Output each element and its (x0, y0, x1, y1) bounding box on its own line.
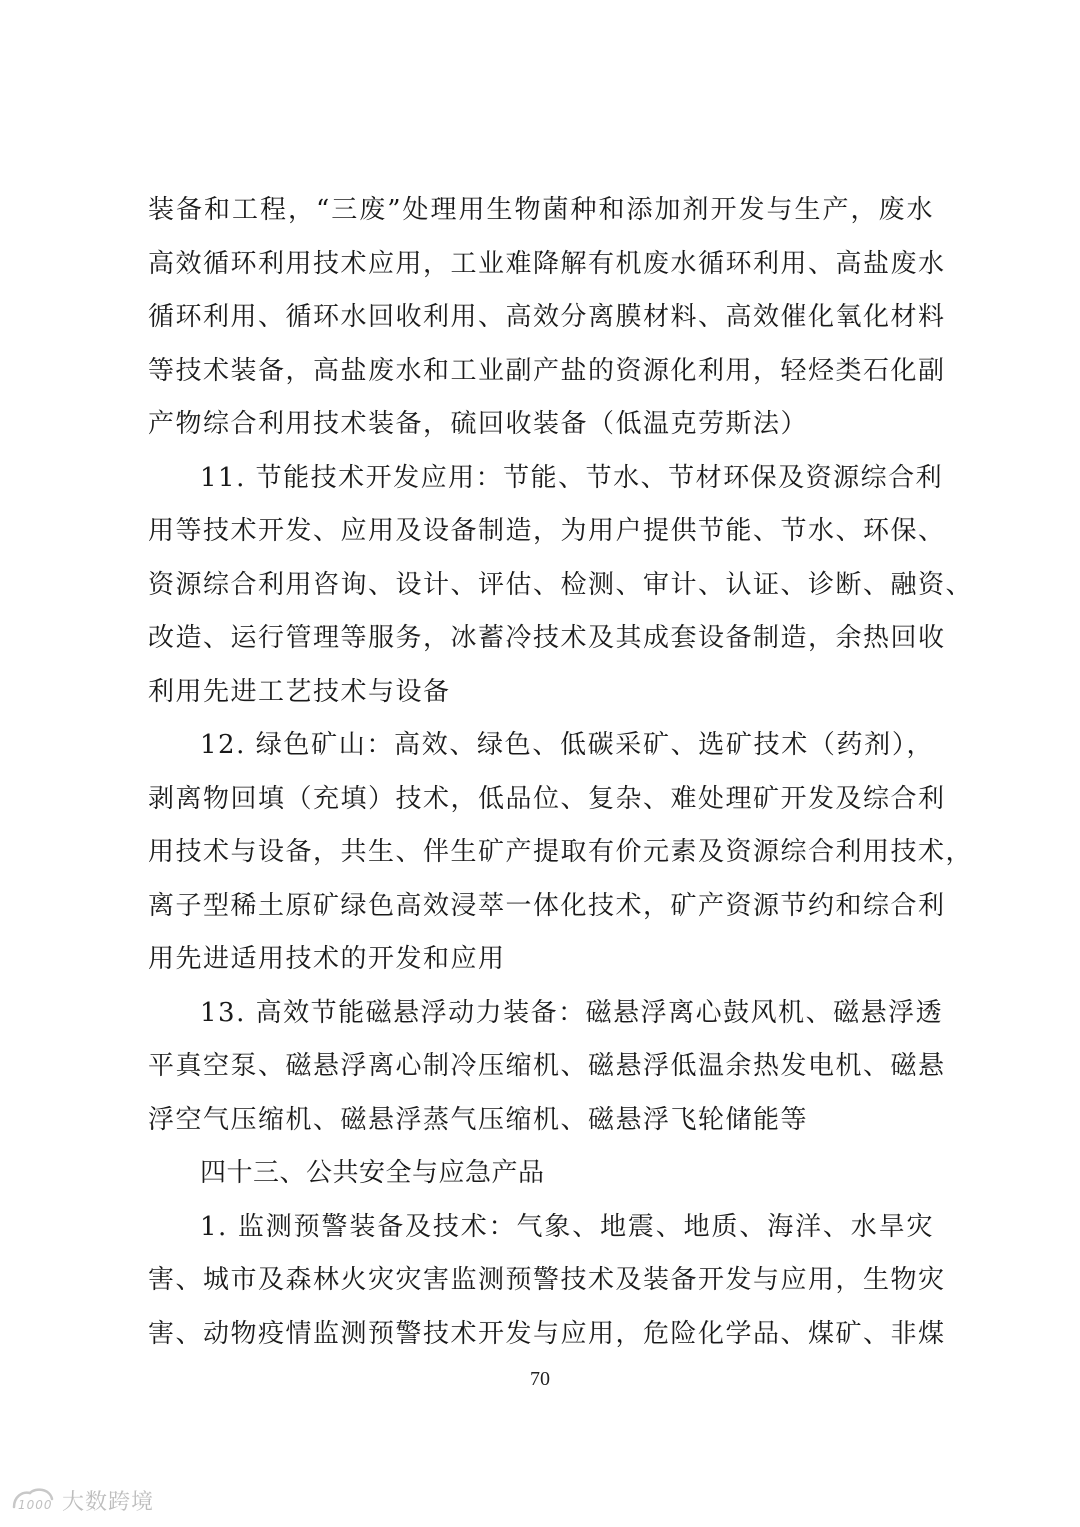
text-line: 装备和工程，“三废”处理用生物菌种和添加剂开发与生产，废水 (148, 195, 934, 225)
text-line: 利用先进工艺技术与设备 (148, 676, 451, 707)
text-line: 用先进适用技术的开发和应用 (148, 944, 506, 974)
watermark-logo-text: 1000 (18, 1498, 53, 1512)
text-line: 产物综合利用技术装备，硫回收装备（低温克劳斯法） (148, 409, 809, 439)
document-body (148, 184, 974, 1361)
text-line: 循环利用、循环水回收利用、高效分离膜材料、高效催化氧化材料 (148, 302, 946, 332)
text-line: 用等技术开发、应用及设备制造，为用户提供节能、节水、环保、 (148, 516, 946, 546)
text-line: 剥离物回填（充填）技术，低品位、复杂、难处理矿开发及综合利 (148, 783, 946, 814)
section-heading: 四十三、公共安全与应急产品 (200, 1158, 545, 1188)
text-line: 改造、运行管理等服务，冰蓄冷技术及其成套设备制造，余热回收 (148, 623, 946, 653)
text-line: 浮空气压缩机、磁悬浮蒸气压缩机、磁悬浮飞轮储能等 (148, 1104, 809, 1135)
text-line: 离子型稀土原矿绿色高效浸萃一体化技术，矿产资源节约和综合利 (148, 890, 946, 921)
text-line-item-12: 12. 绿色矿山：高效、绿色、低碳采矿、选矿技术（药剂）， (200, 730, 934, 760)
text-line: 害、城市及森林火灾灾害监测预警技术及装备开发与应用，生物灾 (148, 1265, 946, 1295)
watermark-logo-icon (10, 1485, 56, 1515)
text-line: 资源综合利用咨询、设计、评估、检测、审计、认证、诊断、融资、 (148, 569, 974, 600)
page-number: 70 (530, 1368, 550, 1390)
text-line: 害、动物疫情监测预警技术开发与应用，危险化学品、煤矿、非煤 (148, 1318, 946, 1349)
watermark (10, 1480, 154, 1520)
text-line: 用技术与设备，共生、伴生矿产提取有价元素及资源综合利用技术， (148, 837, 974, 867)
watermark-text: 大数跨境 (62, 1489, 155, 1515)
text-line-item-13: 13. 高效节能磁悬浮动力装备：磁悬浮离心鼓风机、磁悬浮透 (200, 997, 944, 1028)
text-line-item-11: 11. 节能技术开发应用：节能、节水、节材环保及资源综合利 (200, 462, 944, 493)
text-line: 高效循环利用技术应用，工业难降解有机废水循环利用、高盐废水 (148, 248, 946, 279)
text-line: 平真空泵、磁悬浮离心制冷压缩机、磁悬浮低温余热发电机、磁悬 (148, 1051, 946, 1081)
text-line-item-1: 1. 监测预警装备及技术：气象、地震、地质、海洋、水旱灾 (200, 1211, 934, 1242)
text-line: 等技术装备，高盐废水和工业副产盐的资源化利用，轻烃类石化副 (148, 355, 946, 386)
